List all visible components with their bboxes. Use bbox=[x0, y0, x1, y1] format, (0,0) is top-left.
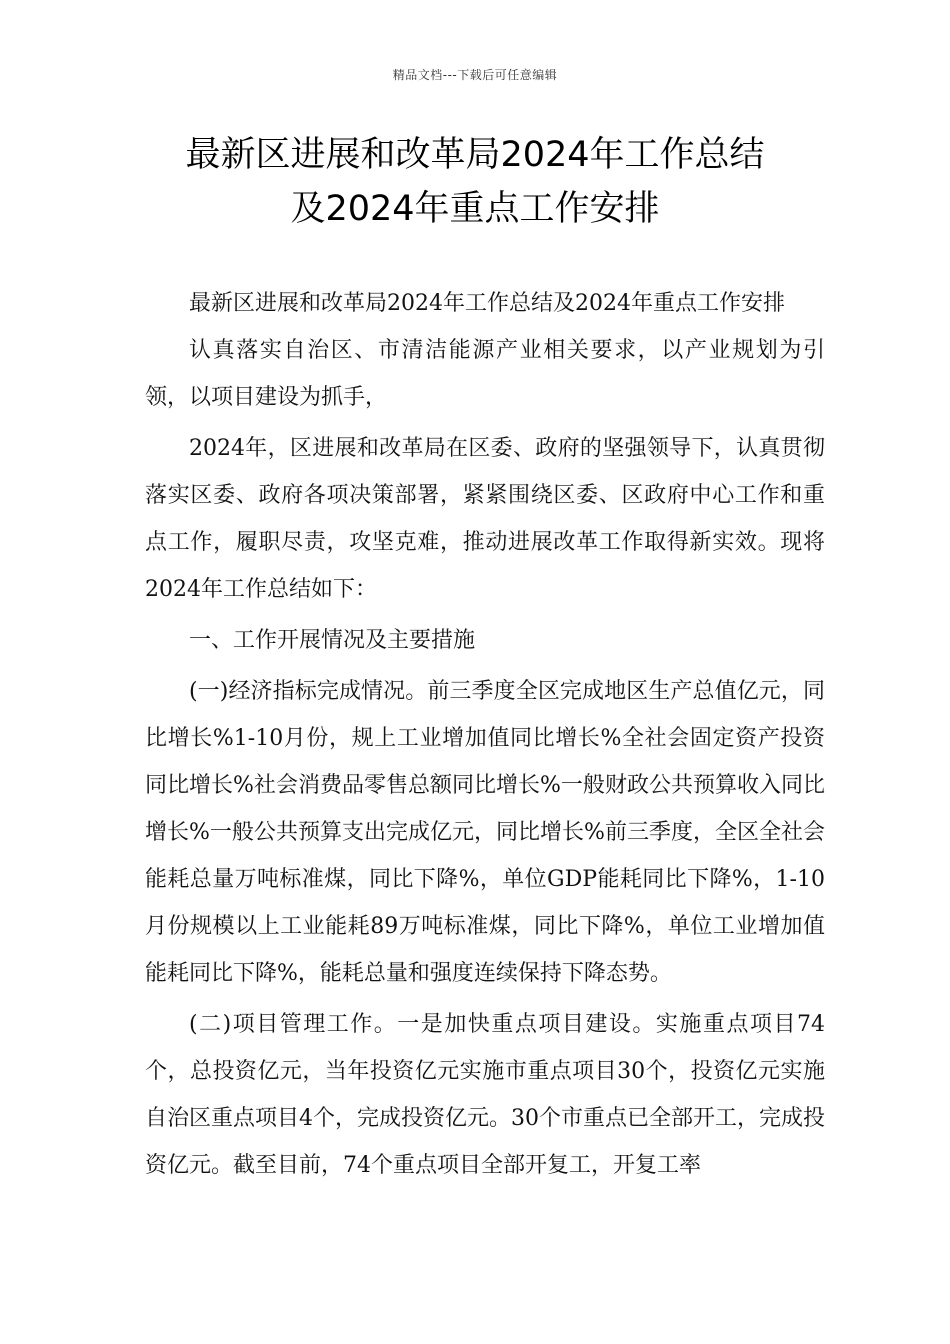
document-body bbox=[145, 280, 825, 1189]
document-title-line-2: 及2024年重点工作安排 bbox=[290, 189, 660, 229]
document-title-line-1: 最新区进展和改革局2024年工作总结 bbox=[185, 135, 765, 175]
section-heading: 一、工作开展情况及主要措施 bbox=[189, 628, 476, 653]
body-paragraph: (一)经济指标完成情况。前三季度全区完成地区生产总值亿元，同比增长%1-10月份，规上工业增加值同比增长%全社会固定资产投资同比增长%社会消费品零售总额同比增长%一般财政公共预算收入同比增长%一般公共预算支出完成亿元，同比增长%前三季度，全区全社会能耗总量万吨标准煤，同比下降%，单位GDP能耗同比下降%，1-10月份规模以上工业能耗89万吨标准煤，同比下降%，单位工业增加值能耗同比下降%，能耗总量和强度连续保持下降态势。 bbox=[145, 679, 825, 986]
header-note: 精品文档---下载后可任意编辑 bbox=[392, 68, 558, 82]
body-paragraph: 认真落实自治区、市清洁能源产业相关要求，以产业规划为引领，以项目建设为抓手， bbox=[145, 338, 825, 410]
body-paragraph: 最新区进展和改革局2024年工作总结及2024年重点工作安排 bbox=[189, 291, 785, 316]
body-paragraph: 2024年，区进展和改革局在区委、政府的坚强领导下，认真贯彻落实区委、政府各项决策部署，紧紧围绕区委、区政府中心工作和重点工作，履职尽责，攻坚克难，推动进展改革工作取得新实效。现将2024年工作总结如下： bbox=[145, 436, 825, 602]
document-title bbox=[60, 128, 890, 236]
body-paragraph: (二)项目管理工作。一是加快重点项目建设。实施重点项目74个，总投资亿元，当年投资亿元实施市重点项目30个，投资亿元实施自治区重点项目4个，完成投资亿元。30个市重点已全部开工，完成投资亿元。截至目前，74个重点项目全部开复工，开复工率 bbox=[145, 1012, 825, 1178]
